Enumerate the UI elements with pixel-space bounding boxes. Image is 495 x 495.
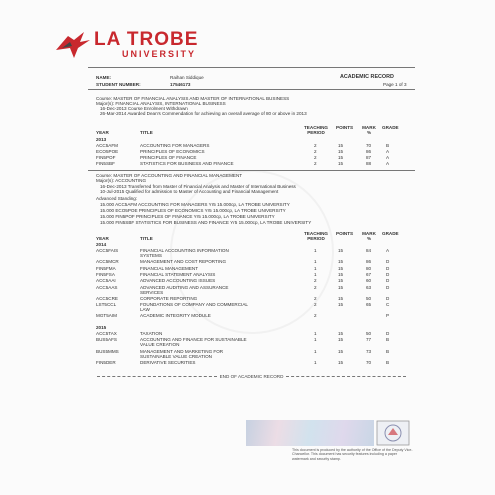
col-points: POINTS [336, 125, 354, 130]
brand-subtitle: UNIVERSITY [122, 49, 197, 59]
course-code: ACC5MCR [96, 259, 119, 265]
mark: 50 [366, 295, 372, 301]
grade: D [386, 278, 390, 284]
advanced-standing-item: 15.000 ECO5POE PRINCIPLES OF ECONOMICS Yr5 15.000cp, LA TROBE UNIVERSITY [100, 208, 286, 213]
col-teaching-period: TEACHING PERIOD [304, 125, 328, 135]
course-title: FINANCIAL ACCOUNTING INFORMATION [140, 248, 229, 253]
teaching-period: 2 [314, 149, 317, 154]
course-title-continued: SERVICES [140, 289, 164, 295]
grade: B [386, 348, 390, 354]
advanced-standing-label: Advanced Standing: [96, 196, 138, 201]
mark: 88 [366, 161, 372, 166]
advanced-standing-item: 15.000 FIN5SBF STATISTICS FOR BUSINESS AND FINANCE Yr5 15.000cp, LA TROBE UNIVERSITY [100, 220, 312, 225]
points: 15 [338, 359, 344, 365]
course-title-continued: LAW [140, 307, 150, 313]
course2-event: 10-Jul-2015 Qualified for admission to Master of Accounting and Financial Management [100, 189, 279, 194]
course-code: ACC5AAI [96, 278, 116, 284]
mark: 80 [366, 265, 372, 271]
year-2014: 2014 [96, 242, 107, 247]
course-code: FIN5SBF [96, 161, 115, 166]
course2-major: Major(s): ACCOUNTING [96, 178, 147, 183]
col-year: YEAR [96, 130, 109, 135]
mark: 86 [366, 149, 372, 154]
teaching-period: 2 [314, 284, 317, 290]
points: 15 [338, 161, 344, 166]
course1-event: 16-Dec-2013 Course Enrolment Withdrawn [100, 106, 188, 111]
course-title: FINANCIAL STATEMENT ANALYSIS [140, 271, 216, 277]
year-2013: 2013 [96, 137, 107, 142]
teaching-period: 1 [314, 265, 317, 271]
grade: C [386, 302, 390, 308]
grade: B [386, 337, 390, 343]
course-title: PRINCIPLES OF ECONOMICS [140, 149, 205, 154]
col-grade: GRADE [382, 125, 399, 130]
course-title: ADVANCED AUDITING AND ASSURANCE [140, 284, 229, 290]
record-title: ACADEMIC RECORD [340, 74, 394, 80]
grade: A [386, 155, 390, 160]
mark: 77 [366, 337, 372, 343]
teaching-period: 2 [314, 278, 317, 284]
course-code: FIN5POF [96, 155, 116, 160]
mark: 84 [366, 248, 372, 253]
divider-2 [88, 89, 415, 90]
col-title: TITLE [140, 130, 153, 135]
mark: 70 [366, 143, 372, 148]
course-code: ACC5FAIS [96, 248, 119, 253]
points: 15 [338, 278, 344, 284]
mark: 87 [366, 155, 372, 160]
course1-major: Major(s): FINANCIAL ANALYSIS, INTERNATIONAL BUSINESS [96, 101, 226, 106]
course-title: FINANCIAL MANAGEMENT [140, 265, 199, 271]
student-number-label: STUDENT NUMBER: [96, 82, 141, 87]
grade: A [386, 248, 390, 253]
course-title: FOUNDATIONS OF COMPANY AND COMMERCIAL [140, 302, 248, 308]
col-title: TITLE [140, 236, 153, 241]
points: 15 [338, 271, 344, 277]
mark: 70 [366, 359, 372, 365]
teaching-period: 1 [314, 348, 317, 354]
teaching-period: 2 [314, 295, 317, 301]
grade: D [386, 284, 390, 290]
name-label: NAME: [96, 75, 112, 80]
course2-event: 16-Dec-2013 Transferred from Master of Financial Analysis and Master of International Business [100, 184, 296, 189]
col-points: POINTS [336, 231, 354, 236]
points: 15 [338, 155, 344, 160]
course-title: MANAGEMENT AND COST REPORTING [140, 259, 227, 265]
teaching-period: 2 [314, 155, 317, 160]
points: 15 [338, 302, 344, 308]
mark: 65 [366, 302, 372, 308]
points: 15 [338, 265, 344, 271]
col-teaching-period: TEACHING PERIOD [304, 231, 328, 241]
teaching-period: 1 [314, 271, 317, 277]
course-title-continued: VALUE CREATION [140, 342, 180, 348]
points: 15 [338, 331, 344, 336]
course1-event: 26-Mar-2014 Awarded Dean's Commendation for achieving an overall average of 80 or above in 2013 [100, 111, 307, 116]
teaching-period: 2 [314, 302, 317, 308]
points: 15 [338, 259, 344, 265]
grade: D [386, 265, 390, 271]
eagle-icon [54, 30, 92, 60]
points: 15 [338, 284, 344, 290]
course-code: ECO5POE [96, 149, 119, 154]
student-name: Raihan Siddique [170, 75, 204, 80]
course-title: ADVANCED ACCOUNTING ISSUES [140, 278, 216, 284]
course-title: PRINCIPLES OF FINANCE [140, 155, 197, 160]
course-code: ACC5AAS [96, 284, 118, 290]
course2-title: Course: MASTER OF ACCOUNTING AND FINANCIAL MANAGEMENT [96, 173, 243, 178]
teaching-period: 2 [314, 313, 317, 319]
course-title: CORPORATE REPORTING [140, 295, 198, 301]
grade: D [386, 295, 390, 301]
end-of-record-text: END OF ACADEMIC RECORD [219, 374, 284, 379]
points: 15 [338, 295, 344, 301]
teaching-period: 2 [314, 143, 317, 148]
divider-3 [88, 170, 415, 171]
teaching-period: 1 [314, 259, 317, 265]
grade: A [386, 161, 390, 166]
footer-disclaimer: This document is produced by the authority of the Office of the Deputy Vice-Chancellor. This document has security features including a paper watermark and security stamp. [292, 448, 413, 461]
student-number: 17546173 [170, 82, 191, 87]
mark: 50 [366, 331, 372, 336]
col-grade: GRADE [382, 231, 399, 236]
security-seal-icon [376, 420, 410, 446]
course-code: BUS5MMS [96, 348, 119, 354]
brand-name: LA TROBE [94, 29, 199, 50]
grade: B [386, 143, 390, 148]
course-code: ACC5CRE [96, 295, 118, 301]
course-title: TAXATION [140, 331, 163, 336]
mark: 60 [366, 278, 372, 284]
course-code: FIN5FMA [96, 265, 116, 271]
teaching-period: 1 [314, 331, 317, 336]
year-2015: 2015 [96, 325, 107, 330]
course-title: ACADEMIC INTEGRITY MODULE [140, 313, 211, 319]
mark: 63 [366, 284, 372, 290]
end-of-record [88, 374, 415, 379]
header-divider [88, 67, 415, 68]
advanced-standing-item: 15.000 FIN5POF PRINCIPLES OF FINANCE Yr5 15.000cp, LA TROBE UNIVERSITY [100, 214, 275, 219]
grade: D [386, 331, 390, 336]
advanced-standing-item: 15.000 ACC5AFM ACCOUNTING FOR MANAGERS Yr5 15.000cp, LA TROBE UNIVERSITY [100, 202, 290, 207]
course-title: STATISTICS FOR BUSINESS AND FINANCE [140, 161, 234, 166]
grade: D [386, 271, 390, 277]
course-title-continued: SYSTEMS [140, 253, 162, 258]
course-title: MANAGEMENT AND MARKETING FOR [140, 348, 224, 354]
teaching-period: 1 [314, 248, 317, 253]
grade: P [386, 313, 390, 319]
course-title-continued: SUSTAINABLE VALUE CREATION [140, 353, 212, 359]
teaching-period: 1 [314, 359, 317, 365]
course1-title: Course: MASTER OF FINANCIAL ANALYSIS AND MASTER OF INTERNATIONAL BUSINESS [96, 96, 290, 101]
points: 15 [338, 149, 344, 154]
course-code: ACC5TAX [96, 331, 117, 336]
course-code: FIN5FSA [96, 271, 115, 277]
teaching-period: 2 [314, 161, 317, 166]
col-mark: MARK % [362, 125, 376, 135]
course-title: ACCOUNTING AND FINANCE FOR SUSTAINABLE [140, 337, 247, 343]
course-code: LST5CCL [96, 302, 117, 308]
points: 15 [338, 143, 344, 148]
col-year: YEAR [96, 236, 109, 241]
course-code: ACC5AFM [96, 143, 118, 148]
mark: 86 [366, 259, 372, 265]
col-mark: MARK % [362, 231, 376, 241]
mark: 73 [366, 348, 372, 354]
mark: 67 [366, 271, 372, 277]
grade: B [386, 359, 390, 365]
teaching-period: 1 [314, 337, 317, 343]
course-code: BUS5AFS [96, 337, 117, 343]
course-title: DERIVATIVE SECURITIES [140, 359, 196, 365]
page-indicator: Page 1 of 3 [383, 82, 407, 87]
course-code: MGT5AIM [96, 313, 117, 319]
grade: D [386, 259, 390, 265]
course-code: FIN5DER [96, 359, 116, 365]
points: 15 [338, 337, 344, 343]
points: 15 [338, 248, 344, 253]
course-title: ACCOUNTING FOR MANAGERS [140, 143, 210, 148]
university-logo [54, 30, 254, 60]
points: 15 [338, 348, 344, 354]
grade: A [386, 149, 390, 154]
hologram-security-strip [246, 420, 374, 446]
